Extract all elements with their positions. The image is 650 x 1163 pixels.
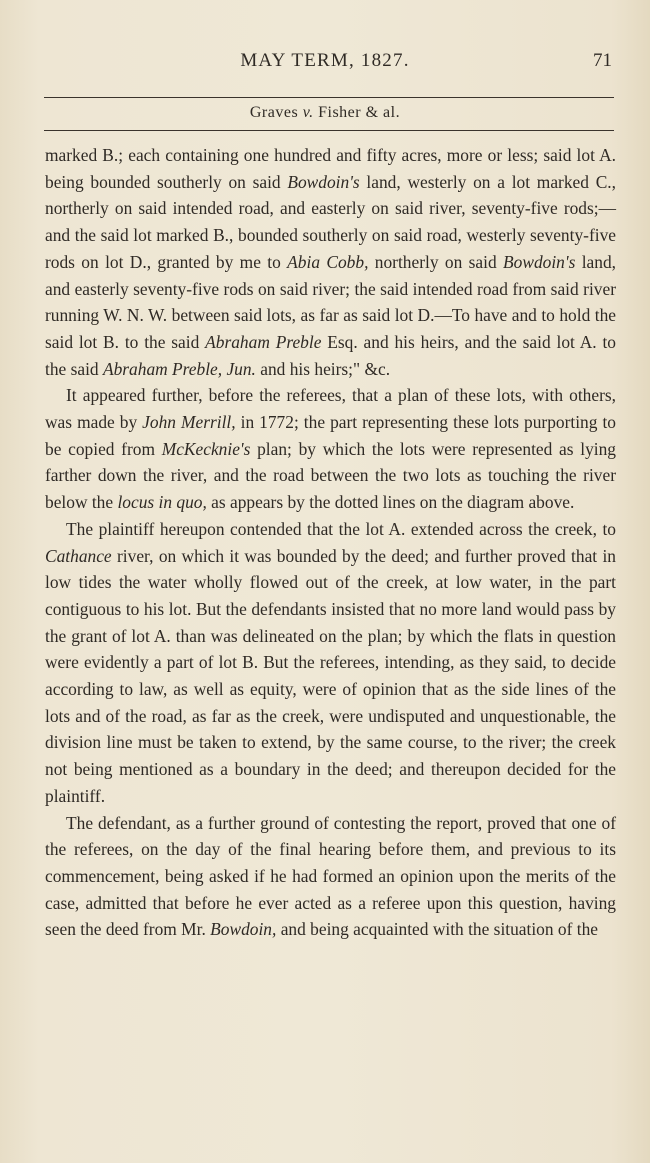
text-run: and being acquainted with the situation of the: [276, 919, 599, 940]
text-run: plan; by which the lots were represented as lying farther down the river, and the road between the two lots as touching the river below the: [45, 438, 616, 513]
text-run: as appears by the dotted lines on the diagram above.: [206, 492, 575, 513]
italic-text: Abia Cobb,: [287, 251, 369, 272]
plaintiff-name: Graves: [249, 104, 299, 121]
paragraph: [45, 516, 616, 810]
case-title: [0, 104, 650, 122]
italic-text: locus in quo,: [117, 492, 207, 513]
page-number: 71: [593, 50, 612, 71]
italic-text: Bowdoin,: [210, 919, 277, 940]
defendant-name: Fisher & al.: [318, 104, 401, 121]
text-run: marked B.; each containing one hundred and fifty acres, more or less; said lot A. being bounded southerly on said: [45, 145, 616, 192]
paragraph: [45, 142, 616, 382]
italic-text: Bowdoin's: [287, 171, 360, 192]
italic-text: Bowdoin's: [503, 251, 576, 272]
italic-text: Abraham Preble: [205, 331, 322, 352]
running-head: [0, 50, 650, 80]
text-run: The defendant, as a further ground of contesting the report, proved that one of the referees, on the day of the final hearing before them, and previous to its commencement, being asked if he had formed an opinion upon the merits of the case, admitted that before he ever acted as a referee upon this question, having seen the deed from Mr.: [45, 812, 616, 940]
text-run: land, and easterly seventy-five rods on said river; the said intended road from said river running W. N. W. between said lots, as far as said lot D.—To have and to hold the said lot B. to the said: [45, 251, 617, 352]
text-run: Esq. and his heirs, and the said lot A. to the said: [45, 331, 616, 379]
header-rule-bottom: [44, 130, 614, 131]
italic-text: Abraham Preble, Jun.: [102, 358, 256, 379]
term-heading: MAY TERM, 1827.: [240, 50, 410, 71]
text-run: and his heirs;" &c.: [255, 358, 391, 379]
italic-text: John Merrill,: [142, 412, 236, 433]
paragraph: [45, 382, 616, 516]
text-run: river, on which it was bounded by the deed; and further proved that in low tides the water wholly flowed out of the creek, at low water, in the part contiguous to his lot. But the defendants insisted that no more land would pass by the grant of lot A. than was delineated on the plan; by which the flats in question were evidently a part of lot B. But the referees, intending, as they said, to decide according to law, as well as equity, were of opinion that as the side lines of the lots and of the road, as far as the creek, were undisputed and unquestionable, the division line must be taken to extend, by the same course, to the river; the creek not being mentioned as a boundary in the deed; and thereupon decided for the plaintiff.: [45, 545, 616, 806]
text-run: It appeared further, before the referees, that a plan of these lots, with others, was made by: [45, 385, 616, 433]
italic-text: Cathance: [45, 545, 112, 566]
text-run: in 1772; the part representing these lots purporting to be copied from: [45, 412, 616, 459]
paragraph: [45, 810, 616, 944]
text-run: land, westerly on a lot marked C., northerly on said intended road, and easterly on said river, seventy-five rods;—and the said lot marked B., bounded southerly on said road, westerly seventy-five rods on lot D., granted by me to: [45, 171, 616, 272]
body-text: [45, 142, 616, 943]
header-rule-top: [44, 97, 614, 98]
versus-abbrev: v.: [302, 104, 314, 121]
text-run: northerly on said: [368, 251, 504, 272]
text-run: The plaintiff hereupon contended that the lot A. extended across the creek, to: [66, 518, 616, 539]
italic-text: McKecknie's: [161, 438, 251, 459]
